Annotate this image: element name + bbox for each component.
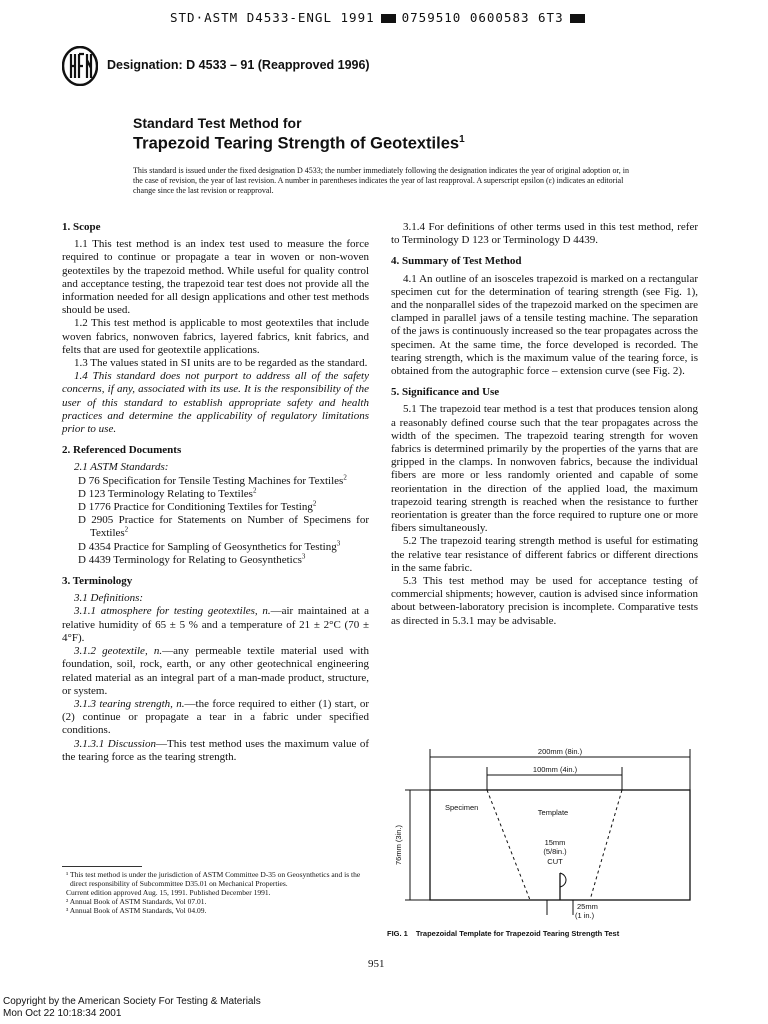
section-heading: 5. Significance and Use [391,386,500,399]
template-label: Template [537,808,569,817]
astm-logo [62,46,98,86]
reference-item [62,554,369,567]
definition: —any permeable textile material used with foundation, soil, rock, earth, or any other geotechnical engineering related material as an integral part of a man-made product, structure, or system. [62,645,369,697]
dim-top-label: 100mm (4in.) [532,765,578,774]
specimen-label: Specimen [445,803,479,812]
reference-text: D 1776 Practice for Conditioning Textiles for Testing [78,501,313,514]
footnote: ³ Annual Book of ASTM Standards, Vol 04.09. [66,906,207,915]
reference-text: D 4354 Practice for Sampling of Geosynthetics for Testing [78,540,337,553]
footnote-mark: 2 [343,473,347,481]
dim-bottom-mm-label: 25mm [577,902,598,911]
definition: —This test method uses the maximum value of the tearing force as the tearing strength. [62,737,369,763]
footnote: ² Annual Book of ASTM Standards, Vol 07.01. [66,897,207,906]
page-number: 951 [368,958,385,970]
cut-mm-label: 15mm [544,838,566,847]
term: 3.1.3 tearing strength, n. [74,697,185,710]
section-heading: 1. Scope [62,221,101,233]
header-block-mark [381,14,396,23]
trapezoid-side-right [590,790,622,900]
footnote-mark: 2 [312,499,317,508]
reference-item [62,475,369,488]
term: 3.1.2 geotextile, n. [74,645,163,658]
copyright-line: Copyright by the American Society For Testing & Materials [3,996,261,1007]
figure-caption [387,929,627,938]
page-title [133,134,465,154]
paragraph [62,461,369,474]
definition: —air maintained at a relative humidity of 65 ± 5 % and a temperature of 21 ± 2°C (70 ± 4°F). [62,605,369,644]
paragraph: 1.3 The values stated in SI units are to be regarded as the standard. [74,357,368,370]
title-text: Trapezoid Tearing Strength of Geotextiles [133,134,460,153]
paragraph: 5.1 The trapezoid tear method is a test that produces tension along a reasonably defined course such that the tear propagates across the width of the specimen. The trapezoid tearing strength for woven fabrics is determined primarily by the properties of the yarns that are gripped in the clamps. In nonwoven fabrics, because the individual fibers are more or less randomly oriented and capable of some reorientation in the direction of the applied load, the maximum trapezoid tearing strength is reached when the resistance to further reorientation is greater than the force required to rupture one or more fibers simultaneously. [391,403,698,535]
title-line1: Standard Test Method for [133,115,302,131]
figure-trapezoid-template [385,745,705,920]
dim-width-label: 200mm (8in.) [537,747,583,756]
dim-height-label: 76mm (3in.) [394,824,403,866]
copyright-notice [3,996,261,1020]
figure-number: FIG. 1 [387,929,408,938]
reference-text: D 76 Specification for Tensile Testing Machines for Textiles [78,474,344,487]
header-right: 0759510 0600583 6T3 [401,10,564,25]
term: 3.1.3.1 Discussion [74,737,156,750]
reference-text: D 4439 Terminology for Relating to Geosynthetics [78,553,302,566]
footnote: Current edition approved Aug. 15, 1991. Published December 1991. [66,888,271,897]
paragraph: 3.1.4 For definitions of other terms used in this test method, refer to Terminology D 123 or Terminology D 4439. [391,221,698,247]
subheading: 3.1 Definitions: [74,592,144,605]
footnote-mark: 2 [124,525,129,534]
paragraph: 1.2 This test method is applicable to most geotextiles that include woven fabrics, nonwoven fabrics, layered fabrics, knit fabrics, and felts that are used for geotextile applications. [62,317,369,356]
paragraph: 4.1 An outline of an isosceles trapezoid is marked on a rectangular specimen cut for the determination of tearing strength (see Fig. 1), and the nonparallel sides of the trapezoid marked on the specimen are clamped in parallel jaws of a tensile testing machine. The separation of the jaws is continuously increased so the tear propagates across the specimen. At the same time, the force developed is recorded. The tearing strength, which is the maximum value of the tearing force, is obtained from the autographic force – extension curve (see Fig. 2). [391,272,698,378]
designation: Designation: D 4533 – 91 (Reapproved 1996) [107,58,370,72]
paragraph [62,605,369,645]
footnote: ¹ This test method is under the jurisdiction of ASTM Committee D-35 on Geosynthetics and is the direct responsibility of Subcommittee D35.01 on Mechanical Properties. [66,870,361,888]
reference-text: D 2905 Practice for Statements on Number of Specimens for Textiles [78,514,369,540]
reference-item [62,488,369,501]
paragraph [62,738,369,764]
left-column [62,221,369,764]
section-heading: 4. Summary of Test Method [391,255,522,268]
paragraph: 1.1 This test method is an index test used to measure the force required to continue or propagate a tear in woven or non-woven geotextiles by the trapezoid method. While useful for quality control and acceptance testing, the trapezoid tear test does not provide all the information needed for all design applications and other test methods should be used. [62,238,369,317]
safety-note: 1.4 This standard does not purport to address all of the safety concerns, if any, associated with its use. It is the responsibility of the user of this standard to establish appropriate safety and health practices and determine the applicability of regulatory limitations prior to use. [62,370,369,436]
cut-label: CUT [547,857,563,866]
paragraph [62,370,369,436]
header-left: STD·ASTM D4533-ENGL 1991 [170,10,375,25]
reference-text: D 123 Terminology Relating to Textiles [78,487,253,500]
title-footnote-mark: 1 [459,134,465,145]
header-block-mark [570,14,585,23]
reference-item [62,514,369,540]
paragraph: 5.3 This test method may be used for acceptance testing of commercial shipments; however, caution is advised since information about between-laboratory precision is incomplete. Comparative tests as directed in 5.3.1 may be advisable. [391,575,698,627]
section-heading: 2. Referenced Documents [62,444,182,457]
footnote-mark: 2 [252,486,257,495]
term: 3.1.1 atmosphere for testing geotextiles, n. [74,605,271,618]
trapezoid-side-left [487,790,530,900]
copyright-date: Mon Oct 22 10:18:34 2001 [3,1008,122,1019]
figure-caption-text: Trapezoidal Template for Trapezoid Tearing Strength Test [415,929,620,938]
definition: —the force required to either (1) start, or (2) continue or propagate a tear in a fabric under specified conditions. [62,697,369,737]
cut-arrow [560,873,566,887]
paragraph: 5.2 The trapezoid tearing strength method is useful for estimating the relative tear resistance of different fabrics or different directions in the same fabric. [391,535,698,574]
reference-item [62,501,369,514]
issue-note: This standard is issued under the fixed designation D 4533; the number immediately following the designation indicates the year of original adoption or, in the case of revision, the year of last revision. A number in parentheses indicates the year of last reapproval. A superscript epsilon (ε) indicates an editorial change since the last revision or reapproval. [133,166,630,195]
dim-bottom-in-label: (1 in.) [575,911,595,920]
section-heading: 3. Terminology [62,575,133,588]
footnote-divider [62,866,142,867]
footnotes [62,870,369,915]
right-column [391,221,698,628]
running-header [170,10,591,25]
subheading: 2.1 ASTM Standards: [74,461,169,474]
footnote-mark: 3 [336,539,341,548]
cut-in-label: (5/8in.) [543,847,567,856]
paragraph [62,698,369,738]
paragraph [62,592,369,605]
footnote-mark: 3 [301,552,306,561]
reference-item [62,541,369,554]
paragraph [62,645,369,698]
